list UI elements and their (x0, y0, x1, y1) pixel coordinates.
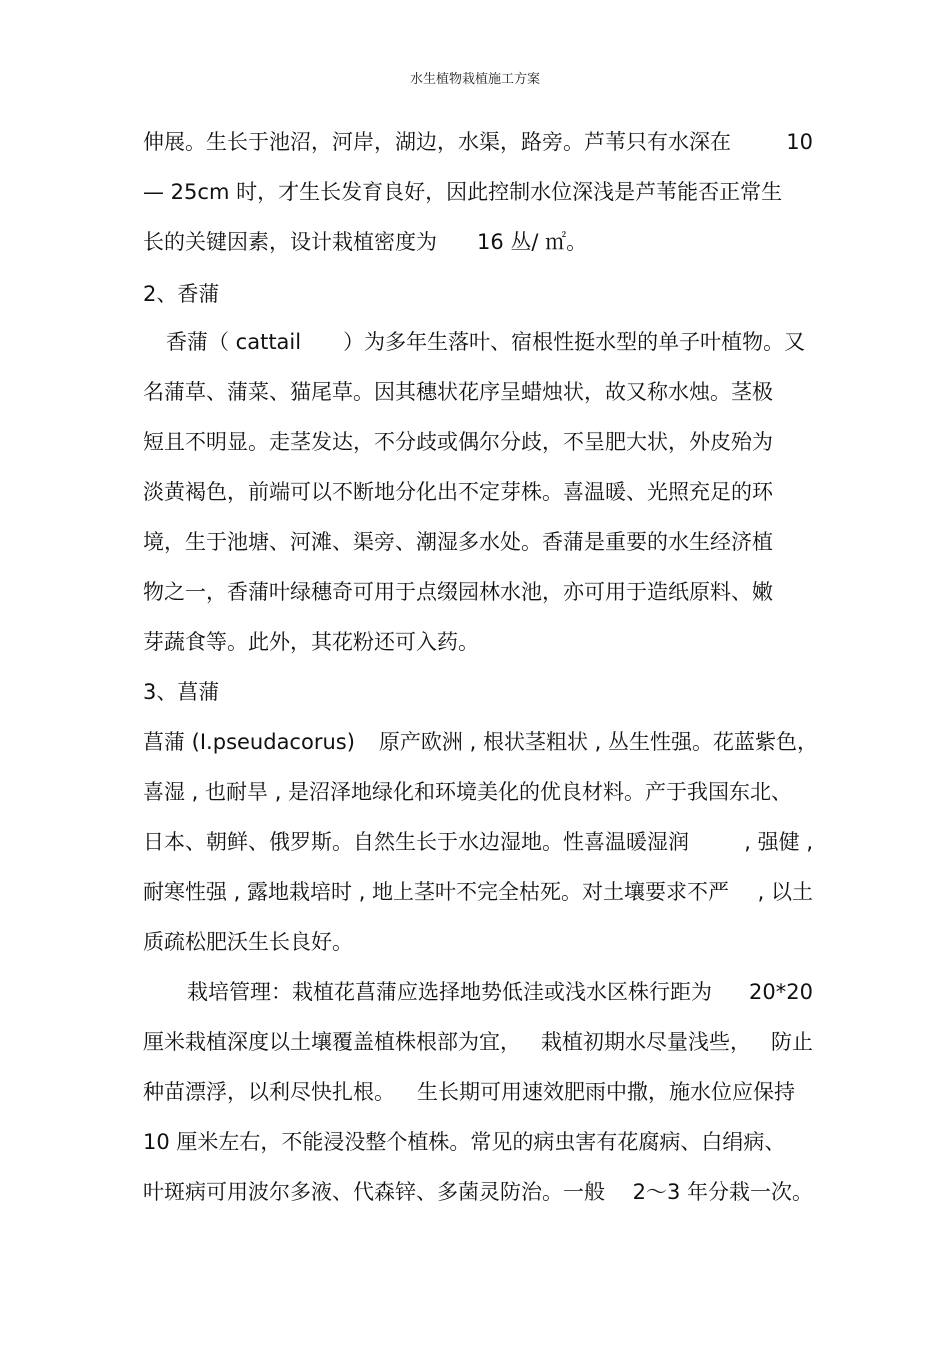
text-line (143, 728, 818, 756)
text-line (143, 778, 813, 806)
text-segment: 伸展。生长于池沼，河岸，湖边，水渠，路旁。芦苇只有水深在 (143, 130, 731, 154)
text-segment: 芽蔬食等。此外，其花粉还可入药。 (143, 630, 479, 654)
heading-text: 2、香蒲 (143, 282, 220, 306)
text-segment: 16 丛/ ㎡。 (477, 230, 588, 254)
text-segment: 原产欧洲 , 根状茎粗状 , 丛生性强。花蓝紫色， (378, 730, 818, 754)
text-line (143, 878, 813, 906)
text-line (143, 628, 813, 656)
text-segment: , 强健 , (744, 830, 813, 854)
section-heading (143, 678, 813, 706)
text-segment: — 25cm 时，才生长发育良好，因此控制水位深浅是芦苇能否正常生 (143, 180, 783, 204)
text-line (143, 1128, 813, 1156)
text-segment: 境，生于池塘、河滩、渠旁、潮湿多水处。香蒲是重要的水生经济植 (143, 530, 773, 554)
text-segment: ）为多年生落叶、宿根性挺水型的单子叶植物。又 (343, 330, 806, 354)
text-segment: 叶斑病可用波尔多液、代森锌、多菌灵防治。一般 (143, 1180, 605, 1204)
heading-text: 3、菖蒲 (143, 680, 220, 704)
text-segment: 耐寒性强 , 露地栽培时 , 地上茎叶不完全枯死。对土壤要求不严 (143, 880, 730, 904)
text-line (187, 978, 813, 1006)
text-line (143, 178, 813, 206)
text-segment: 10 厘米左右，不能浸没整个植株。常见的病虫害有花腐病、白绢病、 (143, 1130, 786, 1154)
text-line (143, 1178, 813, 1206)
page-header: 水生植物栽植施工方案 (409, 72, 540, 87)
text-line (143, 1028, 813, 1056)
text-line (143, 478, 813, 506)
text-segment: , 以土 (757, 880, 813, 904)
text-segment: 防止 (771, 1030, 813, 1054)
text-segment: 2～3 年分栽一次。 (632, 1180, 813, 1204)
text-segment: 栽植初期水尽量浅些， (541, 1030, 751, 1054)
text-line (143, 928, 813, 956)
text-segment: 短且不明显。走茎发达，不分歧或偶尔分歧，不呈肥大状，外皮殆为 (143, 430, 773, 454)
text-line (143, 578, 813, 606)
text-segment: 栽培管理：栽植花菖蒲应选择地势低洼或浅水区株行距为 (187, 980, 712, 1004)
text-segment: 菖蒲 (I.pseudacorus) (143, 730, 355, 754)
text-line (166, 328, 813, 356)
text-segment: 质疏松肥沃生长良好。 (143, 930, 353, 954)
text-line (143, 378, 813, 406)
text-line (143, 128, 813, 156)
text-segment: 物之一，香蒲叶绿穗奇可用于点缀园林水池，亦可用于造纸原料、嫩 (143, 580, 773, 604)
text-segment: 淡黄褐色，前端可以不断地分化出不定芽株。喜温暖、光照充足的环 (143, 480, 773, 504)
text-segment: 厘米栽植深度以土壤覆盖植株根部为宜， (143, 1030, 521, 1054)
text-line (143, 1078, 813, 1106)
text-segment: 10 (786, 130, 813, 154)
text-segment: 种苗漂浮，以利尽快扎根。 (143, 1080, 395, 1104)
text-segment: 生长期可用速效肥雨中撒，施水位应保持 (417, 1080, 795, 1104)
text-segment: 名蒲草、蒲菜、猫尾草。因其穗状花序呈蜡烛状，故又称水烛。茎极 (143, 380, 773, 404)
text-line (143, 228, 813, 256)
text-segment: 20*20 (749, 980, 813, 1004)
text-segment: 喜湿 , 也耐旱 , 是沼泽地绿化和环境美化的优良材料。产于我国东北、 (143, 780, 793, 804)
text-segment: 香蒲（ cattail (166, 330, 302, 354)
text-line (143, 428, 813, 456)
text-line (143, 828, 813, 856)
text-segment: 日本、朝鲜、俄罗斯。自然生长于水边湿地。性喜温暖湿润 (143, 830, 689, 854)
text-segment: 长的关键因素，设计栽植密度为 (143, 230, 437, 254)
section-heading (143, 280, 813, 308)
text-line (143, 528, 813, 556)
